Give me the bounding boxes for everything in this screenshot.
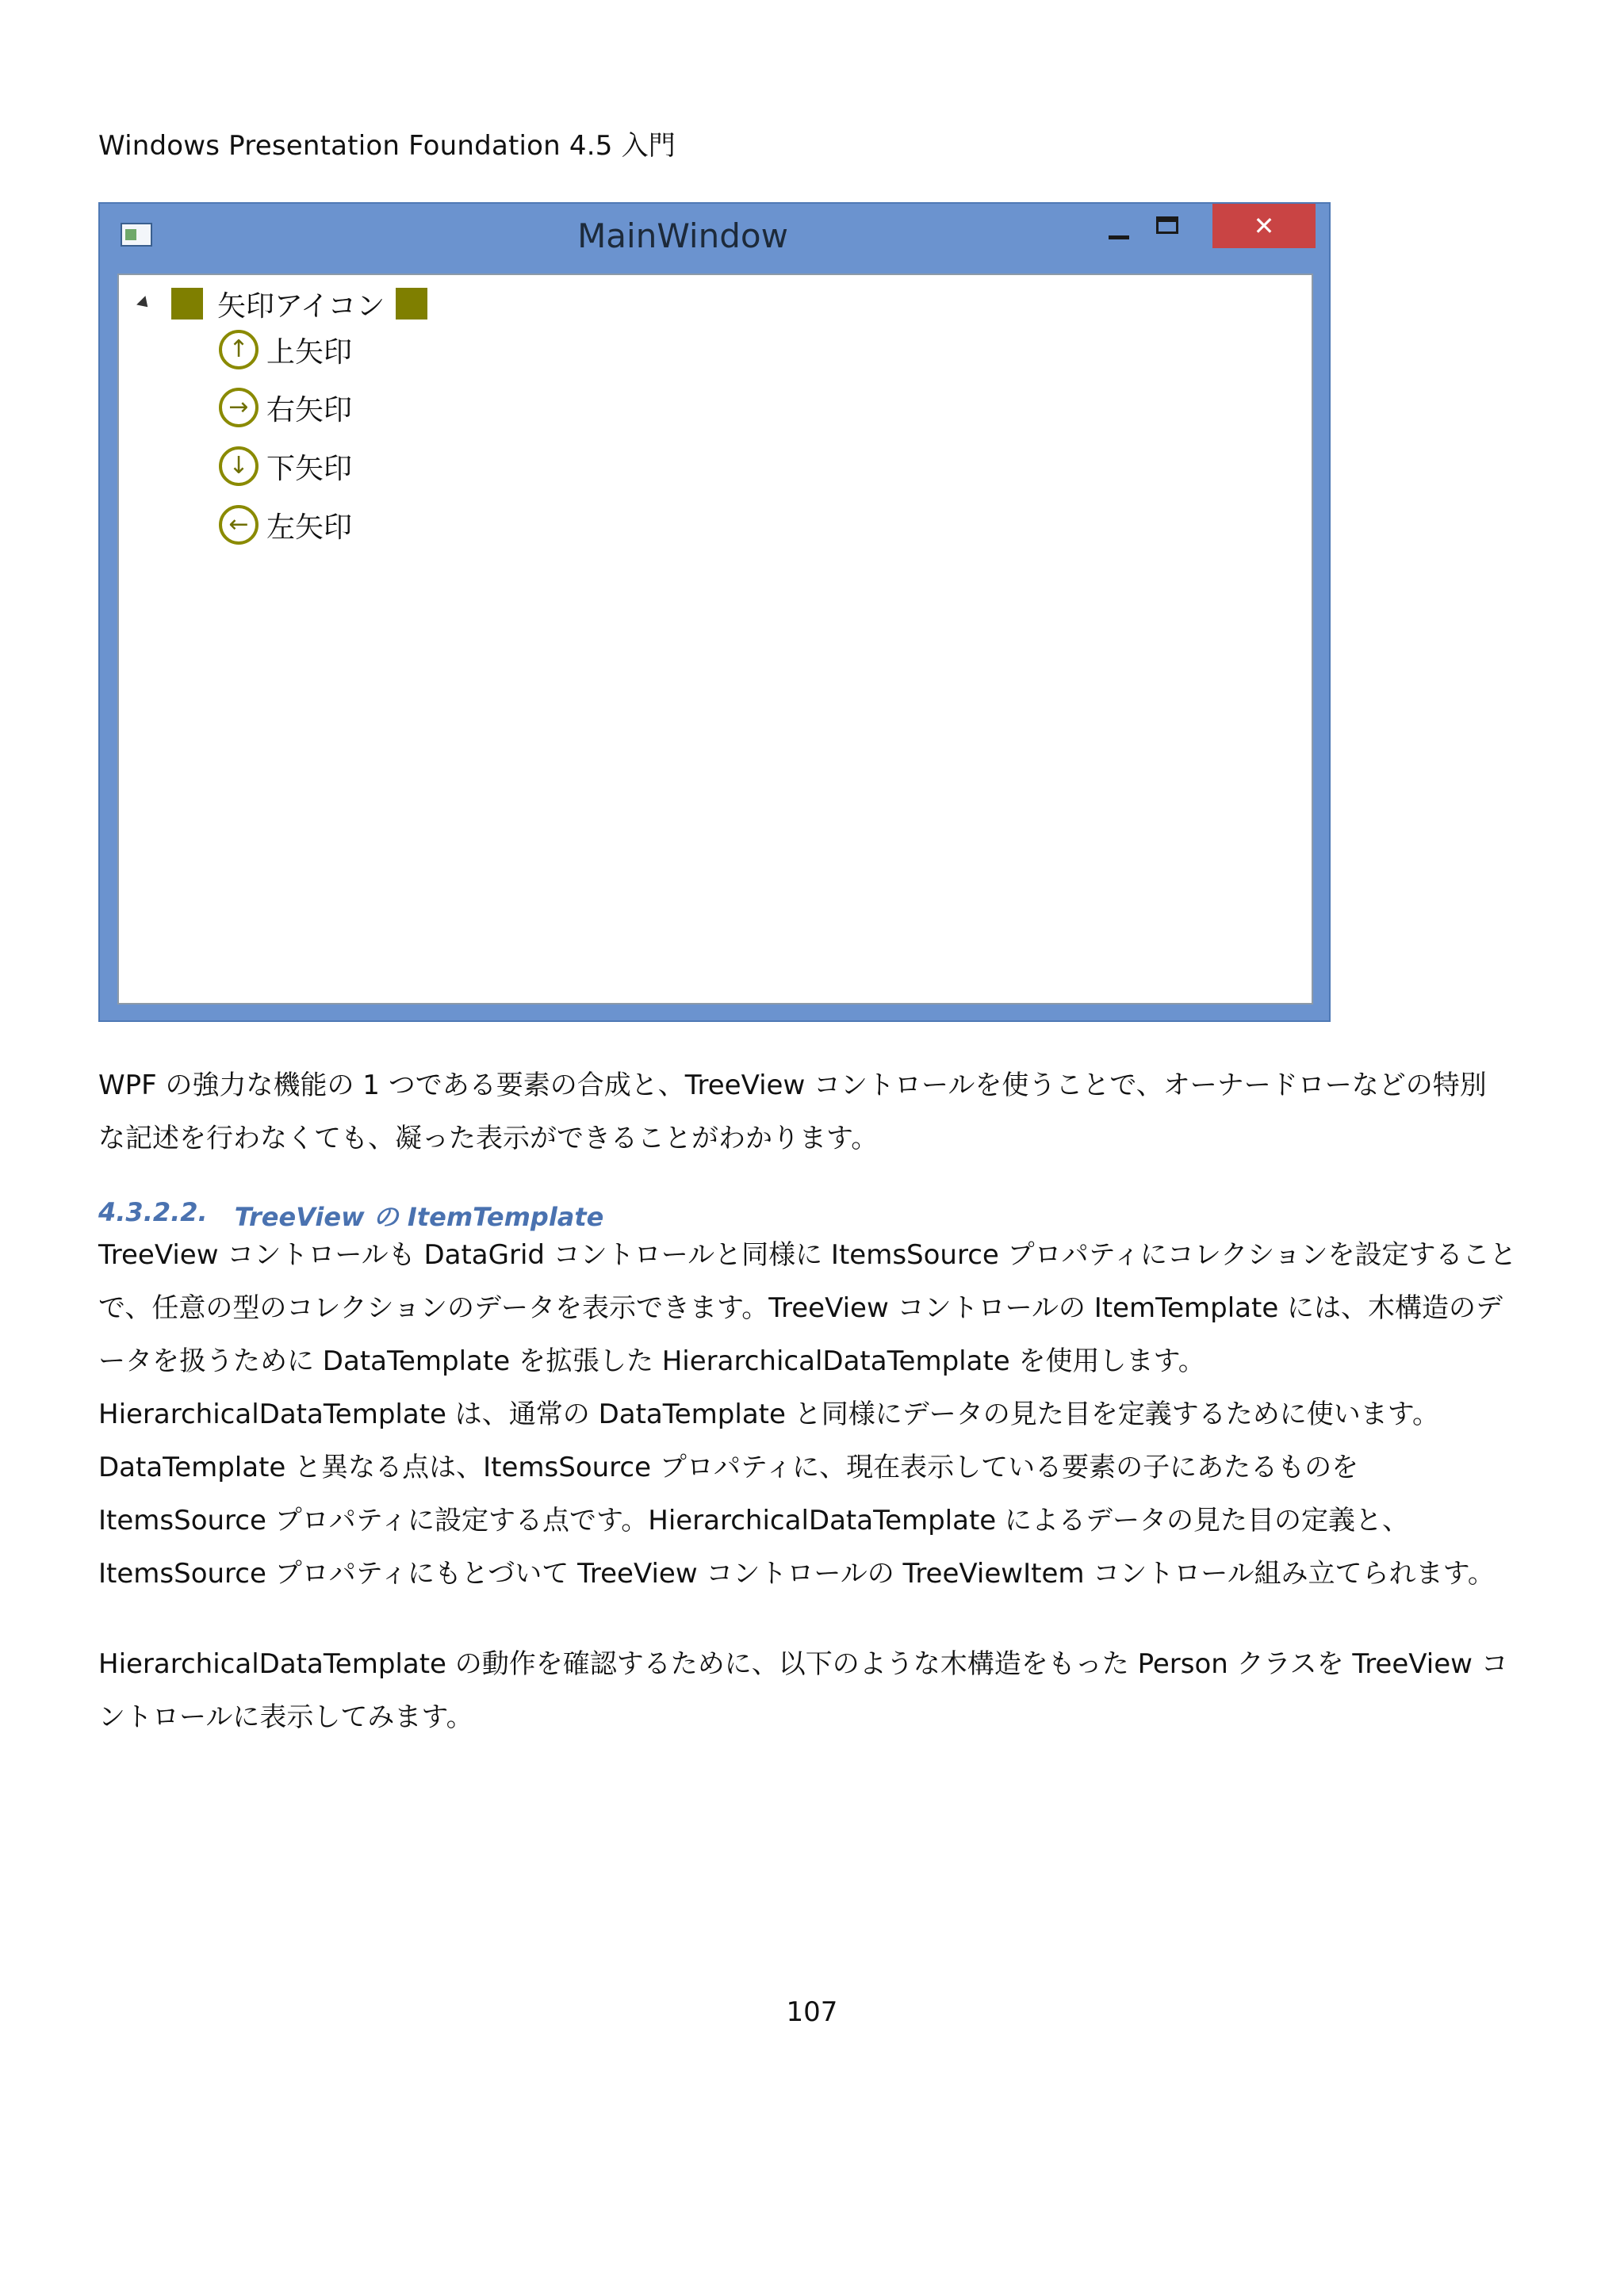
section-number: 4.3.2.2. [98,1197,208,1227]
paragraph-person-class [98,1638,1526,1744]
tree-item-label: 上矢印 [266,335,353,369]
tree-item-left[interactable] [219,501,352,549]
tree-root-item[interactable] [132,283,427,324]
maximize-button[interactable] [1147,204,1189,248]
tree-item-label: 右矢印 [266,393,353,427]
text-line: で、任意の型のコレクションのデータを表示できます。TreeView コントロールの ItemTemplate には、木構造のデ [98,1292,1503,1324]
page-number: 107 [786,1996,838,2028]
expander-icon[interactable] [136,296,152,312]
tree-root-label: 矢印アイコン [217,289,385,323]
text-line: ータを扱うために DataTemplate を拡張した HierarchicalDataTemplate を使用します。 [98,1345,1205,1377]
text-line: ItemsSource プロパティにもとづいて TreeView コントロールの TreeViewItem コントロール組み立てられます。 [98,1558,1495,1590]
text-line: TreeView コントロールも DataGrid コントロールと同様に ItemsSource プロパティにコレクションを設定すること [98,1239,1517,1271]
tree-item-label: 左矢印 [266,511,353,544]
paragraph-composition [98,1059,1526,1165]
section-title: TreeView の ItemTemplate [234,1202,604,1232]
up-arrow-icon: ↑ [219,330,259,369]
minimize-button[interactable] [1097,204,1140,248]
text-line: HierarchicalDataTemplate は、通常の DataTemplate と同様にデータの見た目を定義するために使います。 [98,1399,1439,1430]
close-button[interactable]: ✕ [1212,204,1316,248]
right-arrow-icon: → [219,388,259,427]
left-arrow-icon: ← [219,505,259,545]
text-line: ItemsSource プロパティに設定する点です。HierarchicalDataTemplate によるデータの見た目の定義と、 [98,1505,1410,1536]
text-line: ントロールに表示してみます。 [98,1701,473,1733]
text-line: な記述を行わなくても、凝った表示ができることがわかります。 [98,1123,879,1154]
tree-item-down[interactable] [219,442,352,490]
tree-item-up[interactable] [219,326,352,373]
tree-item-label: 下矢印 [266,452,353,485]
paragraph-itemtemplate [98,1229,1526,1601]
text-line: HierarchicalDataTemplate の動作を確認するために、以下のような木構造をもった Person クラスを TreeView コ [98,1648,1508,1680]
olive-square-icon [171,288,203,320]
main-window-screenshot [98,202,1331,1022]
window-title: MainWindow [577,216,788,255]
tree-item-right[interactable] [219,384,352,431]
text-line: WPF の強力な機能の 1 つである要素の合成と、TreeView コントロールを使うことで、オーナードローなどの特別 [98,1070,1487,1101]
text-line: DataTemplate と異なる点は、ItemsSource プロパティに、現在表示している要素の子にあたるものを [98,1452,1359,1483]
running-header: Windows Presentation Foundation 4.5 入門 [98,130,676,162]
down-arrow-icon: ↓ [219,446,259,486]
tree-view[interactable] [117,274,1313,1004]
olive-square-icon [396,288,427,320]
